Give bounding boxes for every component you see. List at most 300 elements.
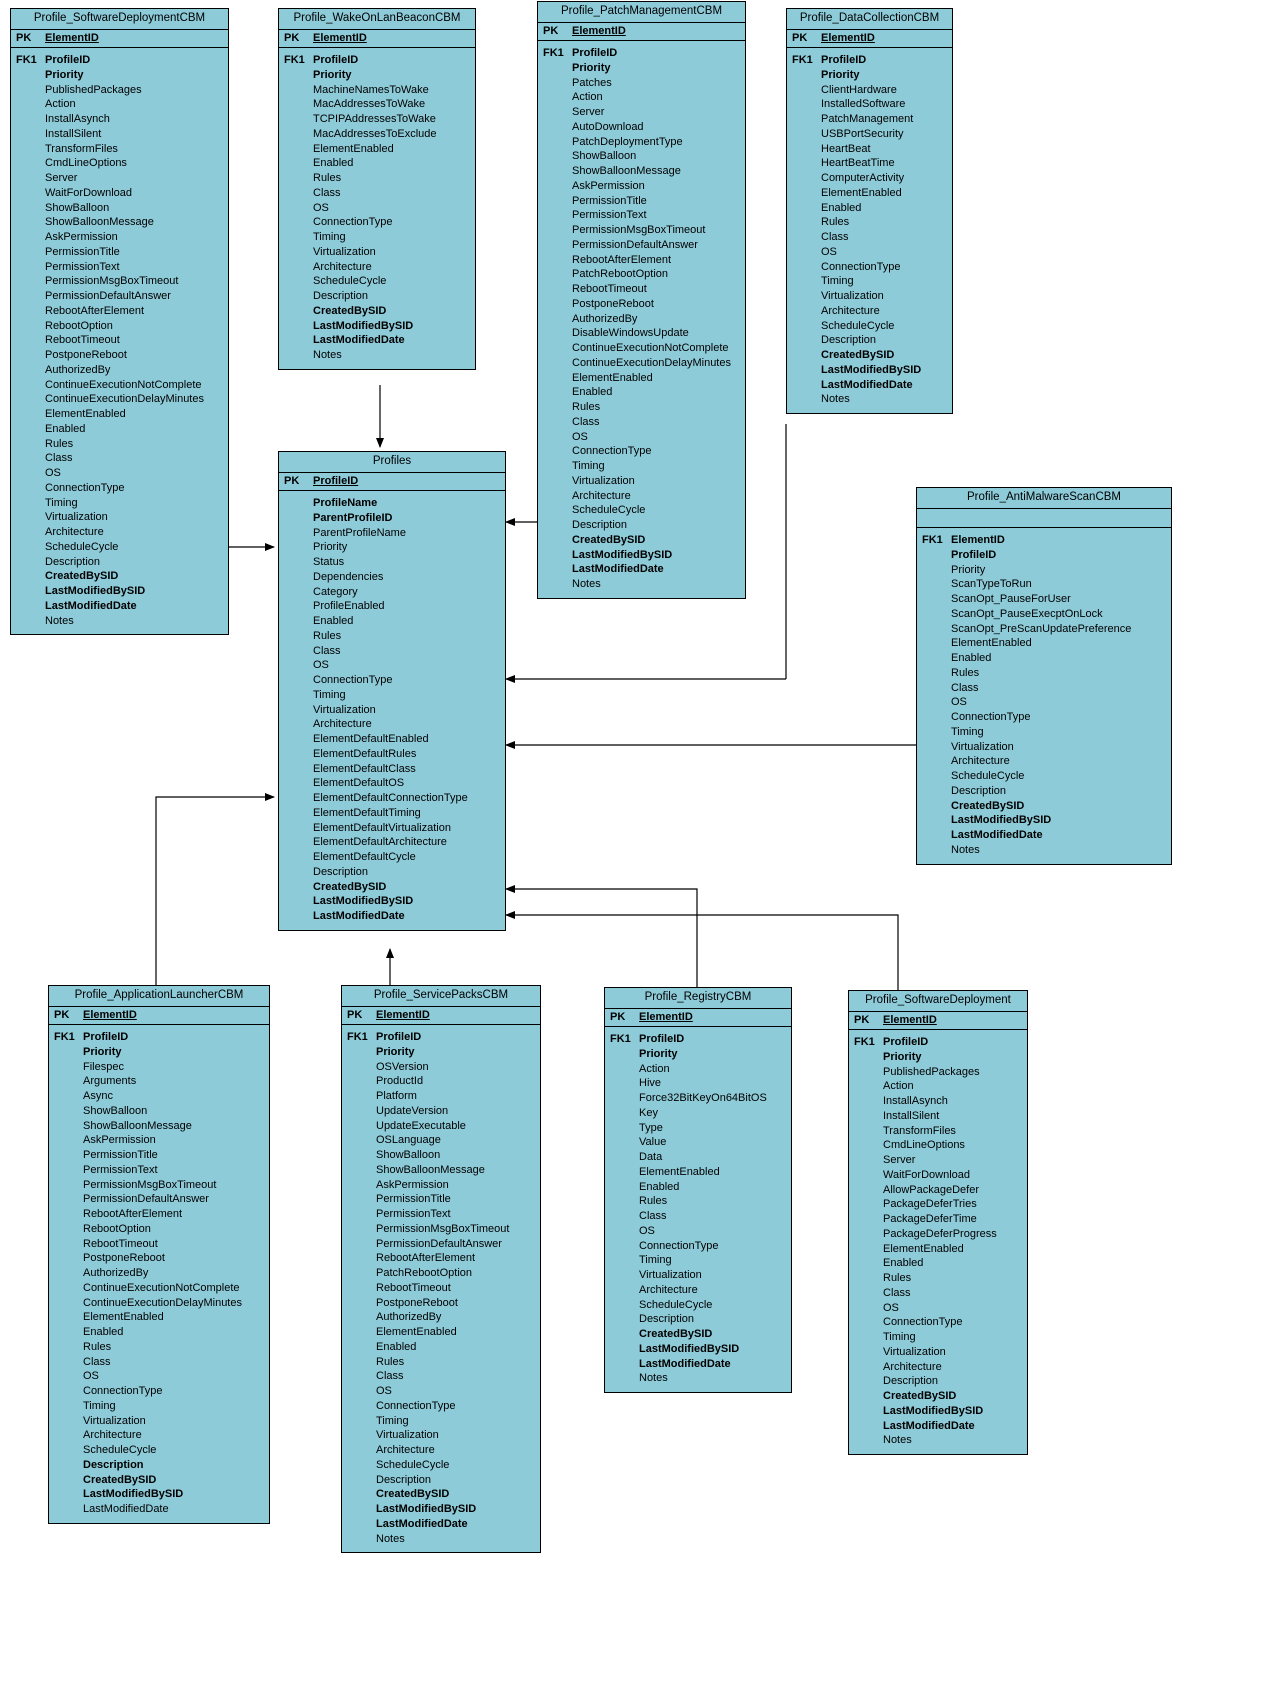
entity-body xyxy=(917,528,1171,864)
attribute: Priority xyxy=(313,541,348,554)
attribute: TransformFiles xyxy=(45,142,118,155)
attribute: ElementDefaultEnabled xyxy=(313,733,429,745)
attribute: Enabled xyxy=(951,652,992,664)
attribute: Action xyxy=(572,91,603,104)
pk-fields xyxy=(951,511,1171,524)
attribute: Filespec xyxy=(83,1060,124,1073)
attribute: ProfileID xyxy=(572,47,618,59)
attribute: ConnectionType xyxy=(639,1239,719,1252)
attribute: LastModifiedDate xyxy=(572,563,664,576)
attribute: ProfileID xyxy=(376,1031,422,1043)
fk-label: FK1 xyxy=(284,54,305,66)
attribute: HeartBeatTime xyxy=(821,157,895,170)
fk-label: FK1 xyxy=(543,47,564,59)
attribute: PermissionDefaultAnswer xyxy=(83,1193,209,1206)
attribute: Class xyxy=(45,452,73,465)
attribute: Virtualization xyxy=(951,740,1014,753)
attribute: ElementEnabled xyxy=(572,371,653,384)
attribute: AskPermission xyxy=(45,231,118,243)
attribute: Architecture xyxy=(951,755,1010,768)
attribute: CmdLineOptions xyxy=(883,1139,965,1152)
attribute: LastModifiedDate xyxy=(821,378,913,391)
attribute-list xyxy=(83,1030,269,1517)
attribute: Class xyxy=(639,1210,667,1222)
attribute: LastModifiedDate xyxy=(313,910,405,922)
attribute: ProfileID xyxy=(821,54,867,66)
attribute: Timing xyxy=(821,275,854,288)
attribute: ScanOpt_PreScanUpdatePreference xyxy=(951,622,1132,635)
attribute: TCPIPAddressesToWake xyxy=(313,113,436,125)
attribute: PermissionDefaultAnswer xyxy=(376,1237,502,1250)
entity-profile-applicationlaunchercbm[interactable] xyxy=(48,985,270,1524)
pk-fields: ElementID xyxy=(572,25,626,37)
attribute: Priority xyxy=(45,68,84,81)
attribute: Force32BitKeyOn64BitOS xyxy=(639,1092,767,1104)
entity-profile-wakeonlanbeaconcbm[interactable] xyxy=(278,8,476,370)
attribute-list xyxy=(821,53,952,407)
attribute: Key xyxy=(639,1106,658,1119)
entity-body xyxy=(849,1030,1027,1454)
attribute: Rules xyxy=(639,1195,668,1208)
attribute: CreatedBySID xyxy=(639,1328,713,1340)
attribute: Data xyxy=(639,1151,663,1163)
fk-label xyxy=(279,496,313,924)
attribute: Description xyxy=(376,1473,432,1486)
attribute: PermissionTitle xyxy=(45,245,120,258)
attribute: Description xyxy=(45,555,101,568)
attribute: Timing xyxy=(45,496,78,509)
attribute: CreatedBySID xyxy=(313,304,387,317)
attribute: ShowBalloon xyxy=(45,201,110,214)
attribute: OS xyxy=(313,201,329,214)
attribute: Action xyxy=(45,98,76,111)
attribute: Rules xyxy=(45,437,74,450)
attribute: CreatedBySID xyxy=(83,1473,157,1486)
attribute: Rules xyxy=(821,216,850,229)
attribute: ElementDefaultConnectionType xyxy=(313,792,468,804)
attribute: PublishedPackages xyxy=(883,1065,980,1078)
entity-profile-patchmanagementcbm[interactable] xyxy=(537,1,746,599)
attribute: Notes xyxy=(45,614,74,627)
fk-label: FK1 xyxy=(347,1031,368,1043)
attribute: RebootOption xyxy=(83,1222,151,1235)
attribute: ElementDefaultClass xyxy=(313,762,416,775)
attribute: ConnectionType xyxy=(376,1399,456,1412)
pk-label: PK xyxy=(284,32,300,44)
pk-label: PK xyxy=(543,25,559,37)
attribute: ShowBalloonMessage xyxy=(83,1119,192,1132)
attribute: ProfileEnabled xyxy=(313,600,385,613)
attribute: MachineNamesToWake xyxy=(313,83,429,96)
attribute: AutoDownload xyxy=(572,120,644,133)
attribute: ConnectionType xyxy=(45,481,125,494)
entity-profile-softwaredeployment[interactable] xyxy=(848,990,1028,1455)
attribute: Architecture xyxy=(313,718,372,731)
attribute-list xyxy=(951,533,1171,858)
attribute: ScheduleCycle xyxy=(313,275,387,288)
attribute: ConnectionType xyxy=(951,711,1031,723)
attribute: ElementEnabled xyxy=(313,142,394,155)
entity-title: Profile_RegistryCBM xyxy=(605,988,791,1009)
attribute: ShowBalloon xyxy=(376,1149,441,1161)
attribute: Class xyxy=(951,681,979,694)
attribute: PatchRebootOption xyxy=(572,268,669,281)
attribute: AskPermission xyxy=(376,1178,449,1191)
attribute: ConnectionType xyxy=(821,260,901,273)
attribute: InstalledSoftware xyxy=(821,98,906,111)
attribute: CreatedBySID xyxy=(951,799,1025,812)
attribute: InstallAsynch xyxy=(45,113,110,125)
entity-body xyxy=(49,1025,269,1523)
attribute: USBPortSecurity xyxy=(821,127,904,140)
attribute: Enabled xyxy=(313,157,354,170)
attribute: TransformFiles xyxy=(883,1124,956,1137)
fk-label: FK1 xyxy=(854,1036,875,1048)
attribute: Virtualization xyxy=(639,1269,702,1281)
attribute: RebootAfterElement xyxy=(45,304,145,317)
attribute: Virtualization xyxy=(572,474,635,487)
entity-title: Profile_ApplicationLauncherCBM xyxy=(49,986,269,1007)
attribute: Description xyxy=(883,1375,939,1388)
attribute: Hive xyxy=(639,1077,662,1090)
attribute: PermissionTitle xyxy=(572,194,647,207)
attribute: CmdLineOptions xyxy=(45,157,127,170)
pk-fields: ProfileID xyxy=(313,475,359,487)
attribute: CreatedBySID xyxy=(821,349,895,361)
attribute: WaitForDownload xyxy=(883,1168,971,1181)
attribute: CreatedBySID xyxy=(572,533,646,546)
attribute: Virtualization xyxy=(83,1414,146,1427)
attribute: ProfileID xyxy=(83,1031,129,1043)
entity-body xyxy=(11,48,228,634)
attribute: ScheduleCycle xyxy=(639,1298,713,1311)
entity-title: Profile_PatchManagementCBM xyxy=(538,2,745,23)
attribute: Server xyxy=(45,172,78,184)
attribute: LastModifiedBySID xyxy=(821,363,922,376)
attribute: PermissionMsgBoxTimeout xyxy=(572,224,706,236)
attribute: ElementDefaultCycle xyxy=(313,851,416,863)
attribute: Timing xyxy=(572,460,605,472)
attribute: Class xyxy=(376,1370,404,1383)
attribute: ClientHardware xyxy=(821,83,897,96)
attribute: RebootOption xyxy=(45,319,113,332)
attribute: ScheduleCycle xyxy=(821,319,895,332)
attribute: LastModifiedDate xyxy=(83,1503,169,1515)
fk-label: FK1 xyxy=(610,1033,631,1045)
attribute: ScanTypeToRun xyxy=(951,578,1032,591)
attribute-list xyxy=(572,46,745,592)
attribute: DisableWindowsUpdate xyxy=(572,327,689,340)
entity-profiles[interactable] xyxy=(278,451,506,931)
pk-label xyxy=(917,511,951,524)
attribute: Virtualization xyxy=(45,511,108,524)
attribute: LastModifiedDate xyxy=(951,829,1043,841)
attribute: Rules xyxy=(83,1340,112,1353)
attribute: ElementEnabled xyxy=(639,1165,720,1178)
attribute: Notes xyxy=(883,1434,912,1447)
attribute: ShowBalloon xyxy=(572,150,637,163)
attribute: ContinueExecutionNotComplete xyxy=(83,1281,240,1294)
attribute: OS xyxy=(83,1370,99,1383)
fk-label: FK1 xyxy=(54,1031,75,1043)
attribute: PackageDeferTries xyxy=(883,1198,977,1211)
attribute: Description xyxy=(639,1313,695,1326)
attribute: ShowBalloonMessage xyxy=(376,1163,485,1176)
entity-profile-servicepackscbm[interactable] xyxy=(341,985,541,1553)
attribute: ElementEnabled xyxy=(45,408,126,420)
attribute: ContinueExecutionDelayMinutes xyxy=(83,1296,242,1309)
attribute: Virtualization xyxy=(821,290,884,302)
attribute: Architecture xyxy=(883,1360,942,1373)
attribute: PermissionText xyxy=(572,209,647,222)
attribute: ConnectionType xyxy=(883,1316,963,1329)
attribute: LastModifiedBySID xyxy=(951,814,1052,827)
attribute: Enabled xyxy=(572,386,613,399)
attribute: ElementDefaultRules xyxy=(313,747,417,760)
attribute: Architecture xyxy=(45,526,104,538)
entity-profile-datacollectioncbm[interactable] xyxy=(786,8,953,414)
attribute: LastModifiedBySID xyxy=(639,1342,740,1355)
attribute: MacAddressesToExclude xyxy=(313,127,437,140)
attribute: PackageDeferProgress xyxy=(883,1227,997,1240)
pk-fields: ElementID xyxy=(821,32,875,44)
attribute: AskPermission xyxy=(83,1134,156,1147)
attribute: Architecture xyxy=(376,1444,435,1456)
attribute: ShowBalloonMessage xyxy=(45,216,154,229)
fk-label: FK1 xyxy=(16,54,37,66)
attribute: Priority xyxy=(883,1050,922,1063)
attribute: ParentProfileID xyxy=(313,511,393,524)
attribute: OS xyxy=(883,1301,899,1314)
attribute: AuthorizedBy xyxy=(83,1267,149,1279)
attribute: Rules xyxy=(883,1272,912,1284)
attribute: Timing xyxy=(951,725,984,738)
attribute: LastModifiedDate xyxy=(639,1357,731,1370)
attribute: ConnectionType xyxy=(313,674,393,686)
entity-pk-row xyxy=(605,1009,791,1027)
attribute: Enabled xyxy=(821,201,862,214)
attribute: RebootAfterElement xyxy=(572,253,672,266)
attribute: OS xyxy=(45,467,61,479)
attribute: Status xyxy=(313,556,345,568)
attribute: Rules xyxy=(376,1355,405,1368)
attribute: ScheduleCycle xyxy=(83,1444,157,1456)
attribute: PermissionText xyxy=(45,260,120,273)
attribute: RebootTimeout xyxy=(376,1281,451,1294)
attribute: ParentProfileName xyxy=(313,526,406,539)
entity-title: Profile_ServicePacksCBM xyxy=(342,986,540,1007)
attribute-list xyxy=(376,1030,540,1546)
attribute: CreatedBySID xyxy=(376,1488,450,1501)
attribute: Description xyxy=(313,290,369,302)
attribute: Notes xyxy=(639,1372,668,1385)
attribute: PermissionMsgBoxTimeout xyxy=(45,275,179,288)
attribute: ElementEnabled xyxy=(821,186,902,199)
attribute: UpdateExecutable xyxy=(376,1119,466,1132)
attribute: Rules xyxy=(951,666,980,679)
attribute: ElementEnabled xyxy=(83,1311,164,1324)
pk-fields: ElementID xyxy=(639,1011,693,1023)
attribute: OS xyxy=(572,430,588,443)
attribute: LastModifiedDate xyxy=(376,1517,468,1530)
attribute: OSLanguage xyxy=(376,1134,441,1147)
attribute: Architecture xyxy=(639,1283,698,1296)
attribute: Rules xyxy=(313,172,342,184)
entity-pk-row xyxy=(279,30,475,48)
attribute: Timing xyxy=(83,1399,116,1412)
pk-label: PK xyxy=(16,32,32,44)
attribute: LastModifiedBySID xyxy=(883,1404,984,1417)
entity-pk-row xyxy=(849,1012,1027,1030)
attribute: RebootTimeout xyxy=(45,334,120,347)
attribute: Timing xyxy=(883,1331,916,1343)
attribute: Priority xyxy=(821,68,860,81)
attribute: ElementDefaultTiming xyxy=(313,806,421,819)
attribute: PermissionTitle xyxy=(83,1149,158,1161)
attribute: CreatedBySID xyxy=(883,1390,957,1402)
entity-body xyxy=(605,1027,791,1392)
attribute: Enabled xyxy=(883,1257,924,1270)
attribute: OS xyxy=(313,659,329,672)
attribute: Virtualization xyxy=(883,1345,946,1358)
attribute: ContinueExecutionNotComplete xyxy=(572,342,729,354)
attribute: ConnectionType xyxy=(83,1385,163,1397)
attribute: PostponeReboot xyxy=(83,1252,165,1265)
pk-label: PK xyxy=(347,1009,363,1021)
attribute: Description xyxy=(572,519,628,531)
attribute: Class xyxy=(83,1355,111,1368)
entity-profile-registrycbm[interactable] xyxy=(604,987,792,1393)
attribute: ProductId xyxy=(376,1075,424,1088)
attribute: LastModifiedDate xyxy=(313,334,405,347)
attribute: Rules xyxy=(572,401,601,413)
pk-label: PK xyxy=(610,1011,626,1023)
attribute: UpdateVersion xyxy=(376,1104,449,1117)
attribute: Action xyxy=(883,1080,914,1093)
attribute: HeartBeat xyxy=(821,142,871,155)
attribute: Value xyxy=(639,1136,667,1149)
attribute: Arguments xyxy=(83,1075,137,1088)
attribute: Class xyxy=(313,186,341,199)
attribute: PackageDeferTime xyxy=(883,1213,977,1225)
attribute: PermissionText xyxy=(376,1208,451,1220)
attribute: LastModifiedBySID xyxy=(313,895,414,908)
attribute: PermissionText xyxy=(83,1163,158,1176)
attribute: Virtualization xyxy=(376,1429,439,1442)
entity-profile-softwaredeploymentcbm[interactable] xyxy=(10,8,229,635)
attribute: Notes xyxy=(572,578,601,590)
attribute: RebootAfterElement xyxy=(376,1252,476,1265)
attribute: Class xyxy=(883,1286,911,1299)
attribute: Description xyxy=(313,865,369,878)
attribute: PermissionDefaultAnswer xyxy=(572,238,698,251)
entity-title: Profile_SoftwareDeploymentCBM xyxy=(11,9,228,30)
entity-pk-row xyxy=(538,23,745,41)
attribute: PostponeReboot xyxy=(376,1296,458,1309)
pk-fields: ElementID xyxy=(83,1009,137,1021)
pk-label: PK xyxy=(854,1014,870,1026)
attribute: Action xyxy=(639,1062,670,1075)
entity-title: Profile_DataCollectionCBM xyxy=(787,9,952,30)
attribute: ProfileID xyxy=(639,1033,685,1045)
attribute: Server xyxy=(572,106,605,118)
attribute: PermissionMsgBoxTimeout xyxy=(376,1222,510,1235)
attribute: ContinueExecutionDelayMinutes xyxy=(572,356,731,369)
attribute: OS xyxy=(821,245,837,258)
attribute: AuthorizedBy xyxy=(572,312,638,325)
attribute: LastModifiedDate xyxy=(883,1419,975,1432)
attribute: LastModifiedBySID xyxy=(83,1488,184,1501)
attribute: PostponeReboot xyxy=(572,297,654,310)
entity-body xyxy=(279,491,505,930)
attribute: LastModifiedBySID xyxy=(376,1503,477,1515)
attribute: PatchRebootOption xyxy=(376,1267,473,1279)
attribute: Priority xyxy=(639,1047,678,1060)
pk-label: PK xyxy=(792,32,808,44)
entity-body xyxy=(538,41,745,598)
attribute-list xyxy=(45,53,228,628)
attribute: ContinueExecutionNotComplete xyxy=(45,378,202,391)
attribute: ProfileID xyxy=(313,54,359,66)
entity-title: Profile_AntiMalwareScanCBM xyxy=(917,488,1171,509)
attribute: LastModifiedBySID xyxy=(572,548,673,561)
attribute: Architecture xyxy=(572,489,631,502)
pk-label: PK xyxy=(284,475,300,487)
attribute: RebootAfterElement xyxy=(83,1208,183,1220)
entity-title: Profiles xyxy=(279,452,505,473)
pk-fields: ElementID xyxy=(883,1014,937,1026)
attribute-list xyxy=(313,496,505,924)
attribute: Virtualization xyxy=(313,245,376,258)
entity-body xyxy=(279,48,475,369)
attribute: ScheduleCycle xyxy=(951,770,1025,782)
attribute: ElementEnabled xyxy=(951,637,1032,650)
attribute: CreatedBySID xyxy=(313,880,387,893)
attribute: Class xyxy=(572,415,600,428)
fk-label: FK1 xyxy=(792,54,813,66)
attribute: PatchDeploymentType xyxy=(572,135,683,148)
entity-profile-antimalwarescancbm[interactable] xyxy=(916,487,1172,865)
attribute: ProfileName xyxy=(313,497,378,509)
pk-fields: ElementID xyxy=(376,1009,430,1021)
entity-pk-row xyxy=(11,30,228,48)
attribute: Enabled xyxy=(639,1180,680,1193)
attribute: Description xyxy=(83,1458,144,1471)
entity-pk-row xyxy=(49,1007,269,1025)
entity-title: Profile_WakeOnLanBeaconCBM xyxy=(279,9,475,30)
attribute: WaitForDownload xyxy=(45,186,133,199)
attribute: ContinueExecutionDelayMinutes xyxy=(45,393,204,406)
attribute: Enabled xyxy=(45,422,86,435)
attribute-list xyxy=(883,1035,1027,1448)
attribute: OSVersion xyxy=(376,1060,429,1073)
attribute: ScanOpt_PauseExecptOnLock xyxy=(951,607,1103,620)
attribute: Dependencies xyxy=(313,570,384,583)
attribute: Architecture xyxy=(83,1429,142,1442)
attribute: ScheduleCycle xyxy=(376,1458,450,1471)
attribute: ElementDefaultArchitecture xyxy=(313,836,447,849)
attribute: ConnectionType xyxy=(572,445,652,458)
attribute: LastModifiedBySID xyxy=(45,585,146,597)
attribute: AllowPackageDefer xyxy=(883,1183,979,1196)
attribute: Timing xyxy=(313,231,346,243)
attribute: Description xyxy=(821,334,877,347)
attribute: Notes xyxy=(951,843,980,856)
attribute: Priority xyxy=(376,1045,415,1058)
attribute: RebootTimeout xyxy=(83,1237,158,1250)
attribute: Enabled xyxy=(83,1326,124,1338)
attribute: Class xyxy=(821,231,849,243)
